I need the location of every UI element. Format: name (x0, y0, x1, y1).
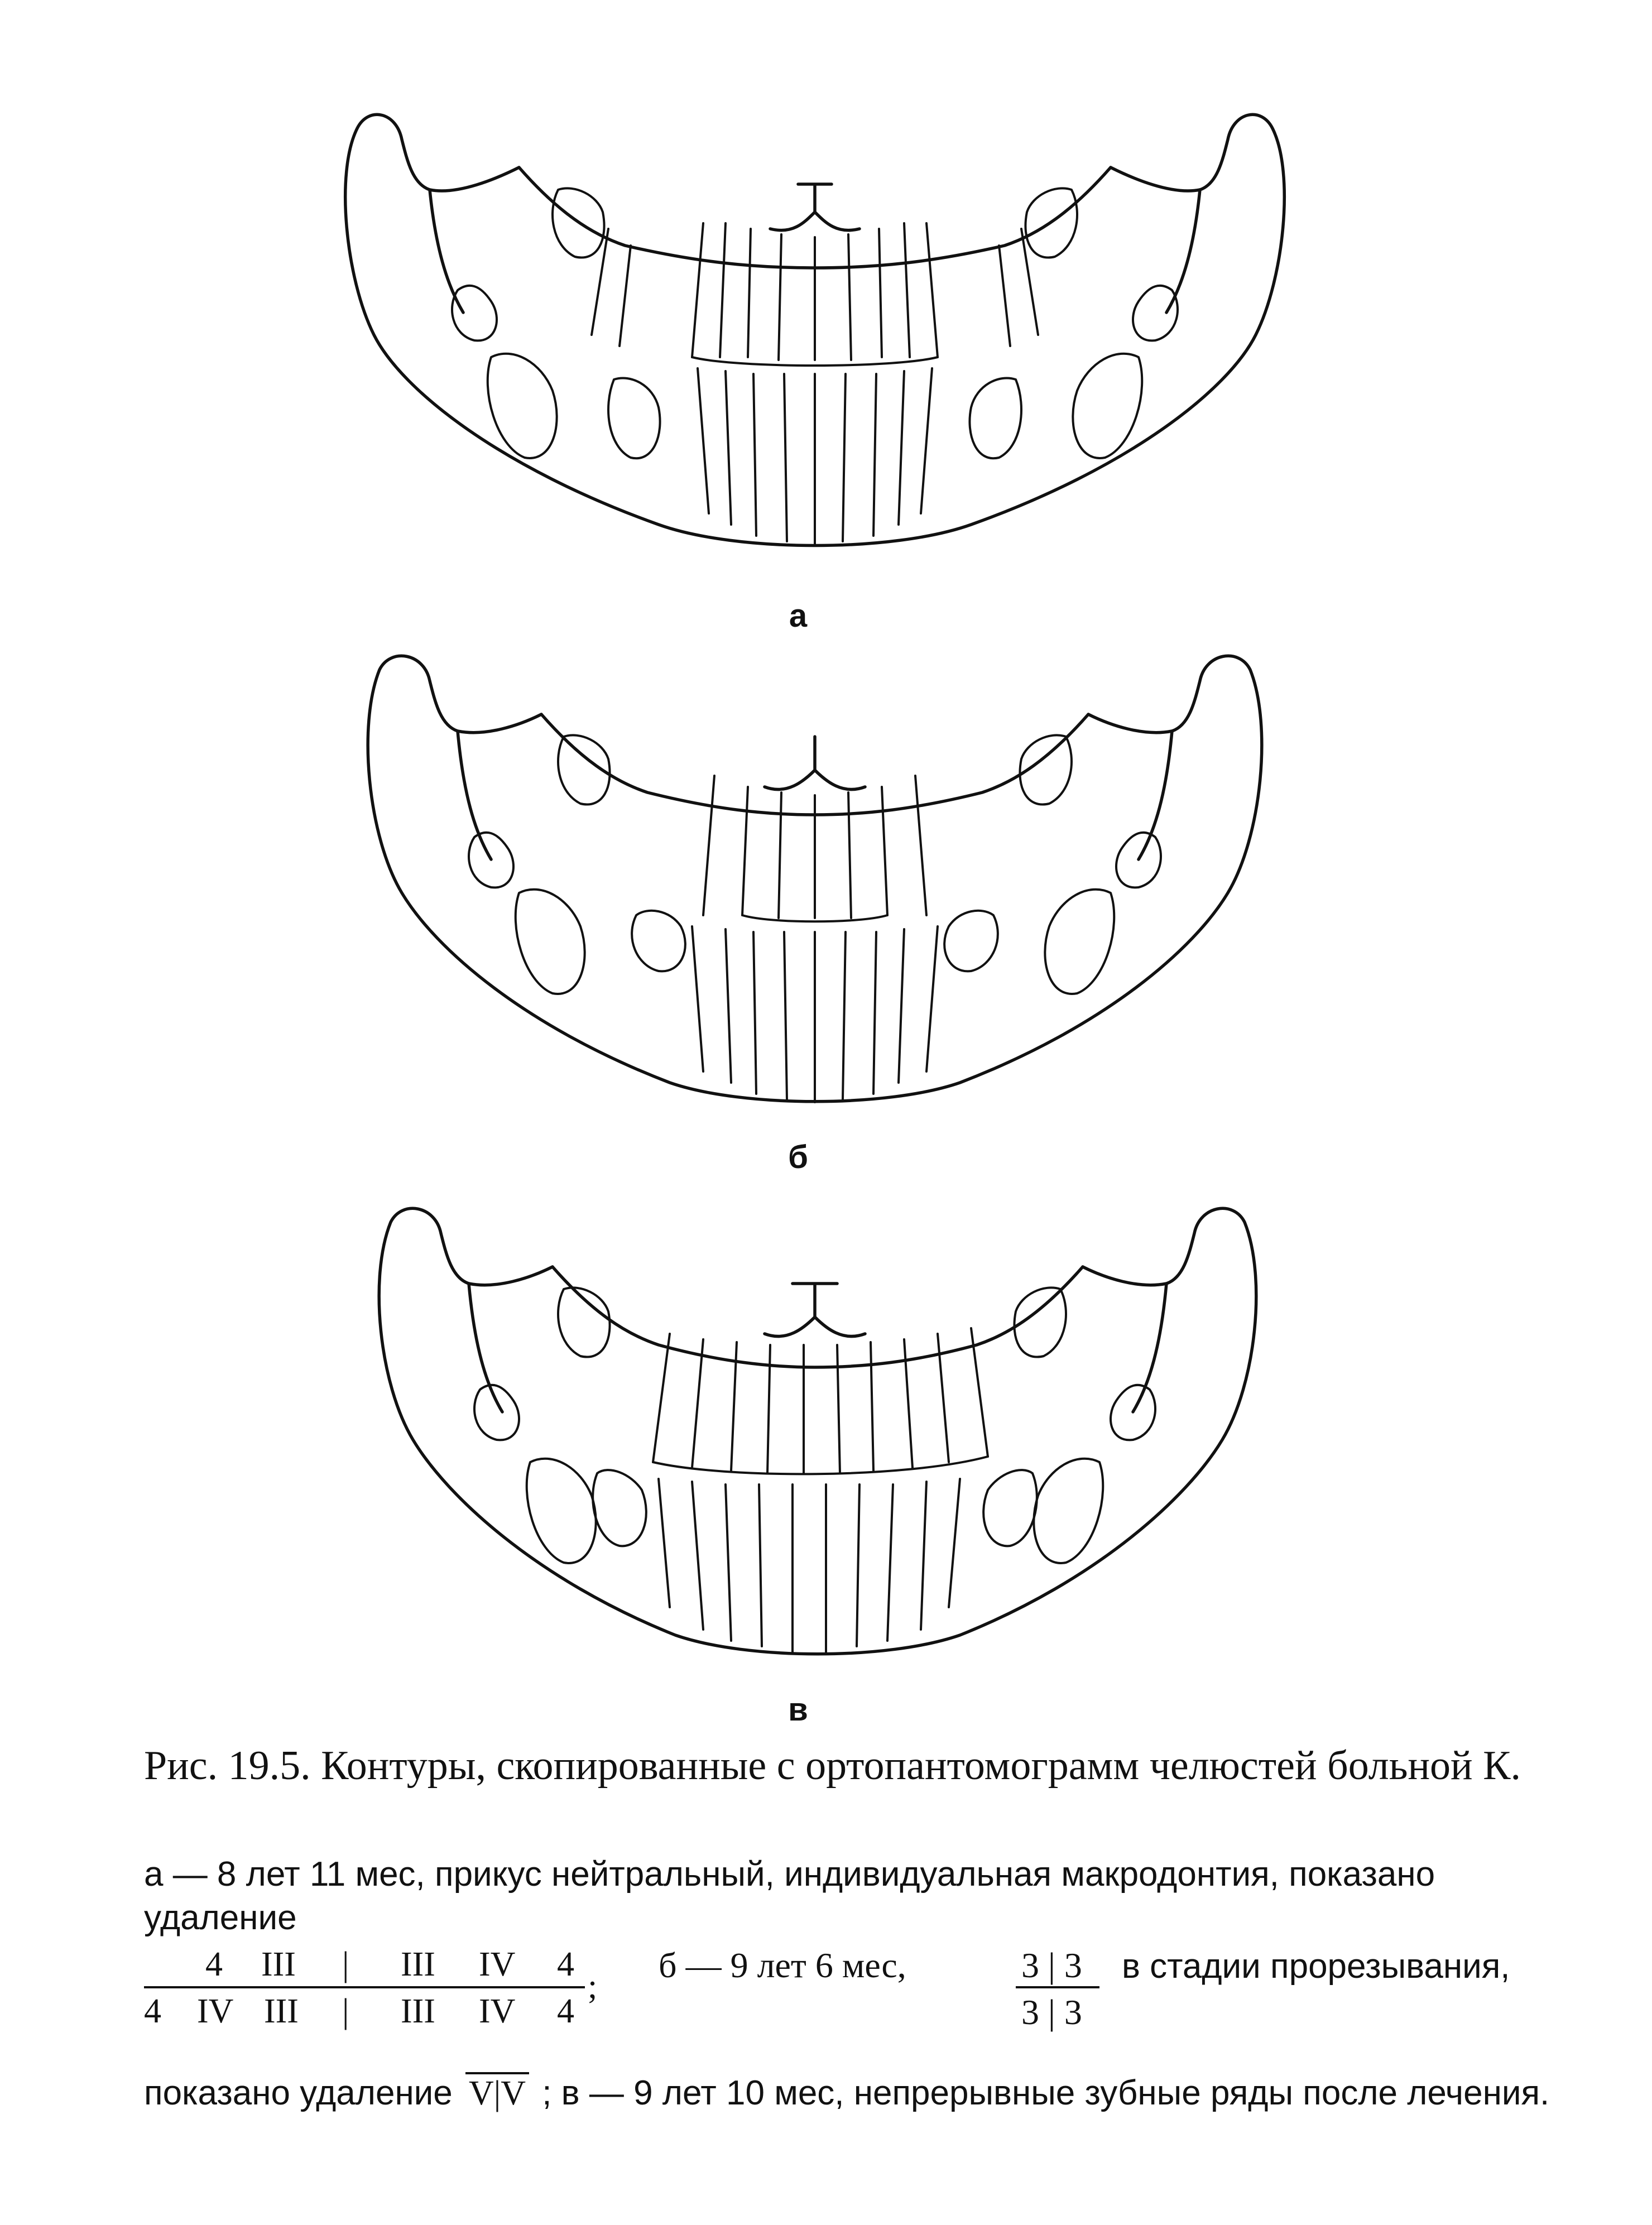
jaw-diagram-b (0, 603, 1652, 1138)
caption-panel-c-text: ; в — 9 лет 10 мес, непрерывные зубные ряды после лечения. (542, 2074, 1550, 2112)
formula-a-upper-1: III (261, 1945, 296, 1983)
dental-formula-a (144, 1945, 613, 2034)
formula-a-lower-2: III (264, 1992, 299, 2030)
formula-a-lower-4: III (401, 1992, 435, 2030)
formula-b-upper: 3 | 3 (1021, 1945, 1082, 1985)
jaw-diagram-c (0, 1150, 1652, 1697)
jaw-diagram-a (0, 45, 1652, 580)
formula-a-lower-0: 4 (144, 1992, 161, 2030)
caption-panel-b-text: б — 9 лет 6 мес, (659, 1945, 906, 1985)
formula-a-lower-3: | (342, 1992, 349, 2030)
formula-a-lower-5: IV (479, 1992, 516, 2030)
formula-a-upper-0: 4 (205, 1945, 223, 1983)
lower-teeth (527, 1459, 1103, 1652)
caption-panel-a-text: а — 8 лет 11 мес, прикус нейтральный, индивидуальная макродонтия, показано удаление (144, 1855, 1435, 1937)
formula-a-rule (144, 1986, 585, 1988)
caption-last-line (144, 2072, 1584, 2115)
formula-a-separator: ; (588, 1968, 598, 2006)
formula-a-upper-2: | (342, 1945, 349, 1983)
caption-removal-text: показано удаление (144, 2074, 453, 2112)
panel-label-c: в (788, 1691, 808, 1728)
caption-panel-b (659, 1945, 1579, 2034)
figure-caption: Рис. 19.5. Контуры, скопированные с ортопантомограмм челюстей больной К. (144, 1743, 1521, 1789)
formula-a-upper-4: IV (479, 1945, 516, 1983)
formula-b-lower: 3 | 3 (1021, 1992, 1082, 2032)
formula-a-lower-1: IV (197, 1992, 234, 2030)
mandible-outline (379, 1208, 1256, 1654)
formula-c: V|V (465, 2072, 529, 2112)
upper-teeth (553, 188, 1077, 366)
formula-a-lower-6: 4 (557, 1992, 574, 2030)
formula-b-rule (1016, 1986, 1099, 1988)
caption-panel-b-tail: в стадии прорезывания, (1122, 1947, 1510, 1986)
panel-label-b: б (788, 1139, 808, 1175)
formula-a-upper-5: 4 (557, 1945, 574, 1983)
panel-label-a: а (789, 598, 808, 634)
formula-a-upper-3: III (401, 1945, 435, 1983)
